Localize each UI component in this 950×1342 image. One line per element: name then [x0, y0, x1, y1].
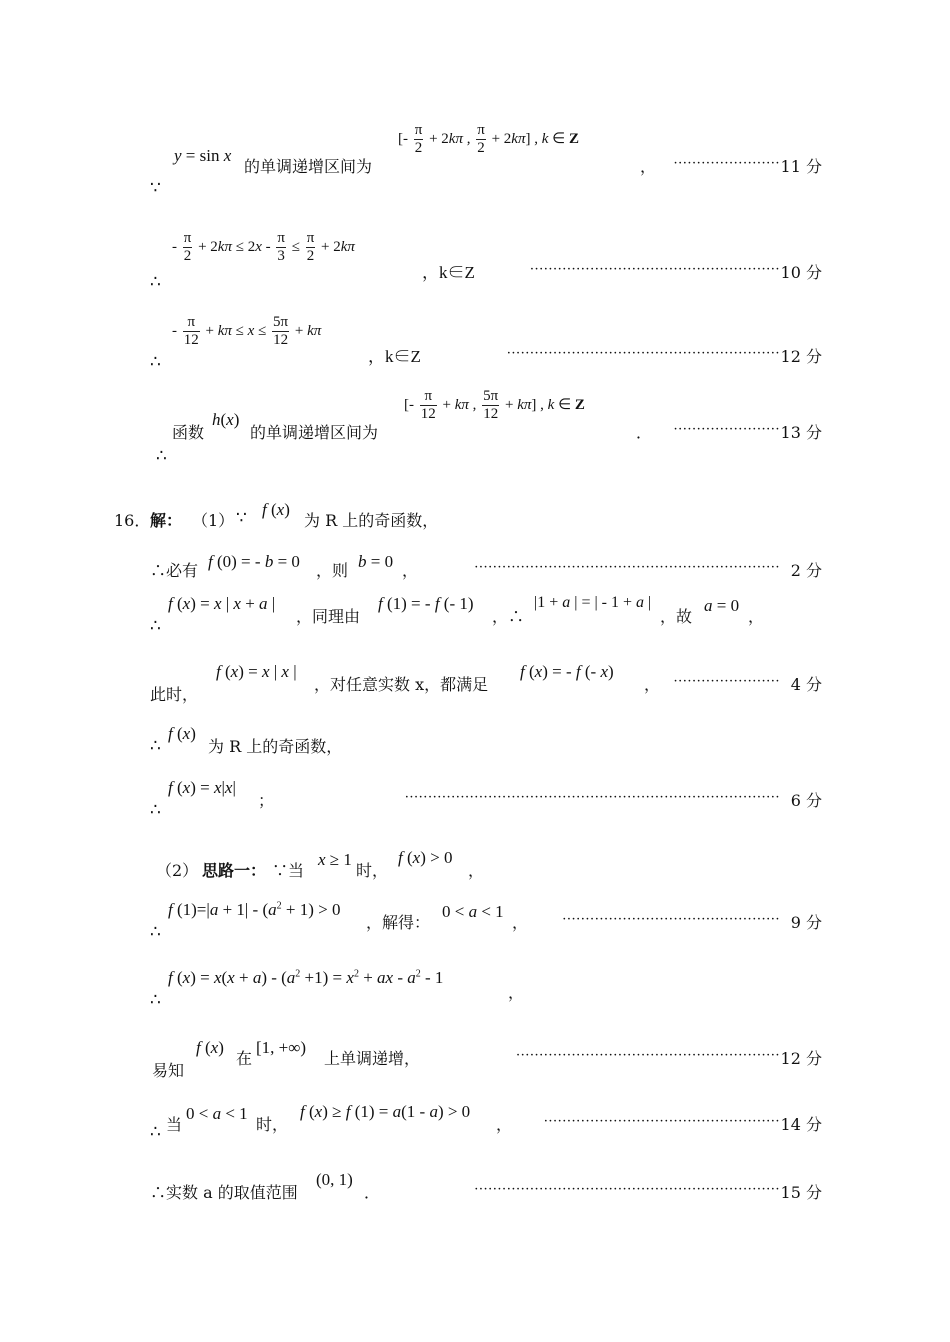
line-fx-expand	[150, 966, 822, 1010]
therefore-symbol: ∴	[150, 800, 161, 820]
math-fx: f (x)	[262, 500, 290, 519]
comma: ，	[468, 861, 485, 880]
text-now: 此时，	[150, 685, 199, 704]
line-inequality-2x	[150, 228, 822, 292]
line-odd-conclusion	[150, 724, 822, 764]
math-a-range: 0 < a < 1	[186, 1104, 248, 1123]
text-range-of-a: ∴实数 a 的取值范围	[150, 1183, 298, 1202]
math-fx-abs: f (x) = x | x + a |	[168, 594, 276, 613]
line-fx-xa	[150, 592, 822, 636]
idea-label: 思路一：	[202, 861, 267, 880]
leader-dots: ·······················	[673, 422, 780, 437]
q16-heading	[114, 498, 822, 538]
math-fx-ge-f1: f (x) ≥ f (1) = a(1 - a) > 0	[300, 1102, 471, 1121]
score-label: 4 分	[790, 675, 822, 694]
score-label: 6 分	[790, 791, 822, 810]
line-inequality-x	[150, 312, 822, 372]
comma: ，	[496, 1115, 513, 1134]
solution-label: 解：	[150, 511, 183, 530]
line-f1-inequality	[150, 898, 822, 942]
score-label: 9 分	[790, 913, 822, 932]
part-label: （1）	[192, 511, 235, 530]
math-fx-xabs: f (x) = x | x |	[216, 662, 297, 681]
therefore-symbol: ∴	[150, 352, 161, 372]
math-a-range: 0 < a < 1	[442, 902, 504, 921]
because-symbol: ∵	[150, 178, 161, 198]
comma: ，	[640, 157, 657, 176]
leader-dots: ···························································	[506, 346, 780, 361]
math-fx-expand: f $(x) = x(x + a) - (a^2 +1) = x^2$ + ax - $a^2 - 1$	[168, 968, 444, 987]
period: ．	[364, 1183, 381, 1202]
line-sinx-increasing	[150, 120, 822, 200]
text-must-have: ∴必有	[150, 561, 199, 580]
score-label: 12 分	[780, 347, 822, 366]
line-final-range	[150, 1168, 822, 1208]
math-inequality-x: - $\frac{\pi}{12}$ + kπ ≤ x ≤ $\frac{5\pi}{12}$ + kπ	[172, 314, 322, 348]
math-interval-h: [- $\frac{\pi}{12}$ + kπ , $\frac{5\pi}{12}$ + kπ] , k ∈ Z	[404, 388, 585, 422]
therefore-symbol: ∴	[150, 616, 161, 636]
therefore-symbol: ∴	[150, 736, 161, 756]
line-when-a	[150, 1100, 822, 1144]
math-f1: f (1) = - f (- 1)	[378, 594, 474, 613]
comma: ，	[512, 913, 529, 932]
math-f1-inequality: f $(1)=|a + 1| - (a^2 + 1) > 0$	[168, 900, 341, 919]
math-odd-condition: f (x) = - f (- x)	[520, 662, 614, 681]
text-therefore: ，∴	[492, 607, 525, 626]
line-f0	[150, 548, 822, 588]
leader-dots: ·························································	[515, 1048, 780, 1063]
line-fx-result	[150, 774, 822, 820]
line-h-increasing	[150, 386, 822, 466]
math-b0: b = 0	[358, 552, 394, 571]
text-similarly: ，同理由	[296, 607, 361, 626]
score-label: 11 分	[780, 157, 822, 176]
leader-dots: ··································································	[474, 560, 780, 575]
math-f0: f (0) = - b = 0	[208, 552, 300, 571]
math-fx: f (x)	[196, 1038, 224, 1057]
score-label: 2 分	[790, 561, 822, 580]
text-increasing: 上单调递增，	[324, 1049, 421, 1068]
math-interval-1-inf: [1, +∞)	[256, 1038, 307, 1057]
therefore-symbol: ∴	[150, 922, 161, 942]
line-part2-idea	[150, 844, 822, 884]
score-label: 10 分	[780, 263, 822, 282]
comma: ，	[748, 607, 765, 626]
line-now	[150, 660, 822, 704]
because-symbol: ∵	[236, 508, 247, 528]
comma: ，	[402, 561, 419, 580]
math-k-in-z: ，k∈Z	[422, 263, 475, 282]
math-abs-eq: |1 + a | = | - 1 + a |	[534, 594, 652, 611]
leader-dots: ······················································	[529, 262, 780, 277]
text-time: 时，	[256, 1115, 289, 1134]
math-a0: a = 0	[704, 596, 740, 615]
text-when: 当	[166, 1115, 183, 1134]
math-inequality-2x: - $\frac{\pi}{2}$ + 2kπ ≤ 2x - $\frac{\pi}{3}$ ≤ $\frac{\pi}{2}$ + 2kπ	[172, 230, 355, 264]
therefore-symbol: ∴	[156, 446, 167, 466]
score-label: 13 分	[780, 423, 822, 442]
leader-dots: ·······················	[673, 674, 780, 689]
text-increasing-interval: 的单调递增区间为	[244, 157, 373, 176]
math-fx-gt-0: f (x) > 0	[398, 848, 453, 867]
therefore-symbol: ∴	[150, 1122, 161, 1142]
line-monotonic	[150, 1036, 822, 1080]
comma: ，	[508, 983, 525, 1002]
period: ．	[636, 423, 653, 442]
therefore-symbol: ∴	[150, 272, 161, 292]
leader-dots: ···············································	[562, 912, 780, 927]
math-fx-result: f (x) = x|x|	[168, 778, 236, 797]
score-label: 12 分	[780, 1049, 822, 1068]
text-on: 在	[236, 1049, 253, 1068]
text-odd-function: 为 R 上的奇函数，	[208, 737, 343, 756]
score-label: 15 分	[780, 1183, 822, 1202]
score-label: 14 分	[780, 1115, 822, 1134]
text-time: 时，	[356, 861, 389, 880]
text-solve: ，解得：	[366, 913, 431, 932]
math-interval-sin: [- $\frac{\pi}{2}$ + 2kπ , $\frac{\pi}{2}$ + 2kπ] , k ∈ Z	[398, 122, 579, 156]
math-hx: h(x)	[212, 410, 240, 429]
text-any-real: ，对任意实数 x，都满足	[314, 675, 489, 694]
leader-dots: ··································································	[474, 1182, 780, 1197]
math-y-sinx: y = sin x	[174, 146, 232, 165]
text-increasing-interval: 的单调递增区间为	[250, 423, 379, 442]
semicolon: ；	[258, 791, 275, 810]
text-odd-function: 为 R 上的奇函数，	[304, 511, 439, 530]
math-x-ge-1: x ≥ 1	[318, 850, 352, 869]
text-function: 函数	[172, 423, 205, 442]
math-k-in-z: ，k∈Z	[368, 347, 421, 366]
question-number: 16．	[114, 511, 151, 530]
math-fx: f (x)	[168, 724, 196, 743]
leader-dots: ·················································································	[404, 790, 780, 805]
comma: ，	[644, 675, 661, 694]
therefore-symbol: ∴	[150, 990, 161, 1010]
text-easy-to-know: 易知	[152, 1061, 185, 1080]
text-then: ，则	[316, 561, 349, 580]
leader-dots: ·······················	[673, 156, 780, 171]
text-hence: ，故	[660, 607, 693, 626]
part-label: （2）	[156, 861, 199, 880]
leader-dots: ···················································	[543, 1114, 780, 1129]
text-when: ∵当	[272, 861, 305, 880]
math-open-interval: (0, 1)	[316, 1170, 353, 1189]
